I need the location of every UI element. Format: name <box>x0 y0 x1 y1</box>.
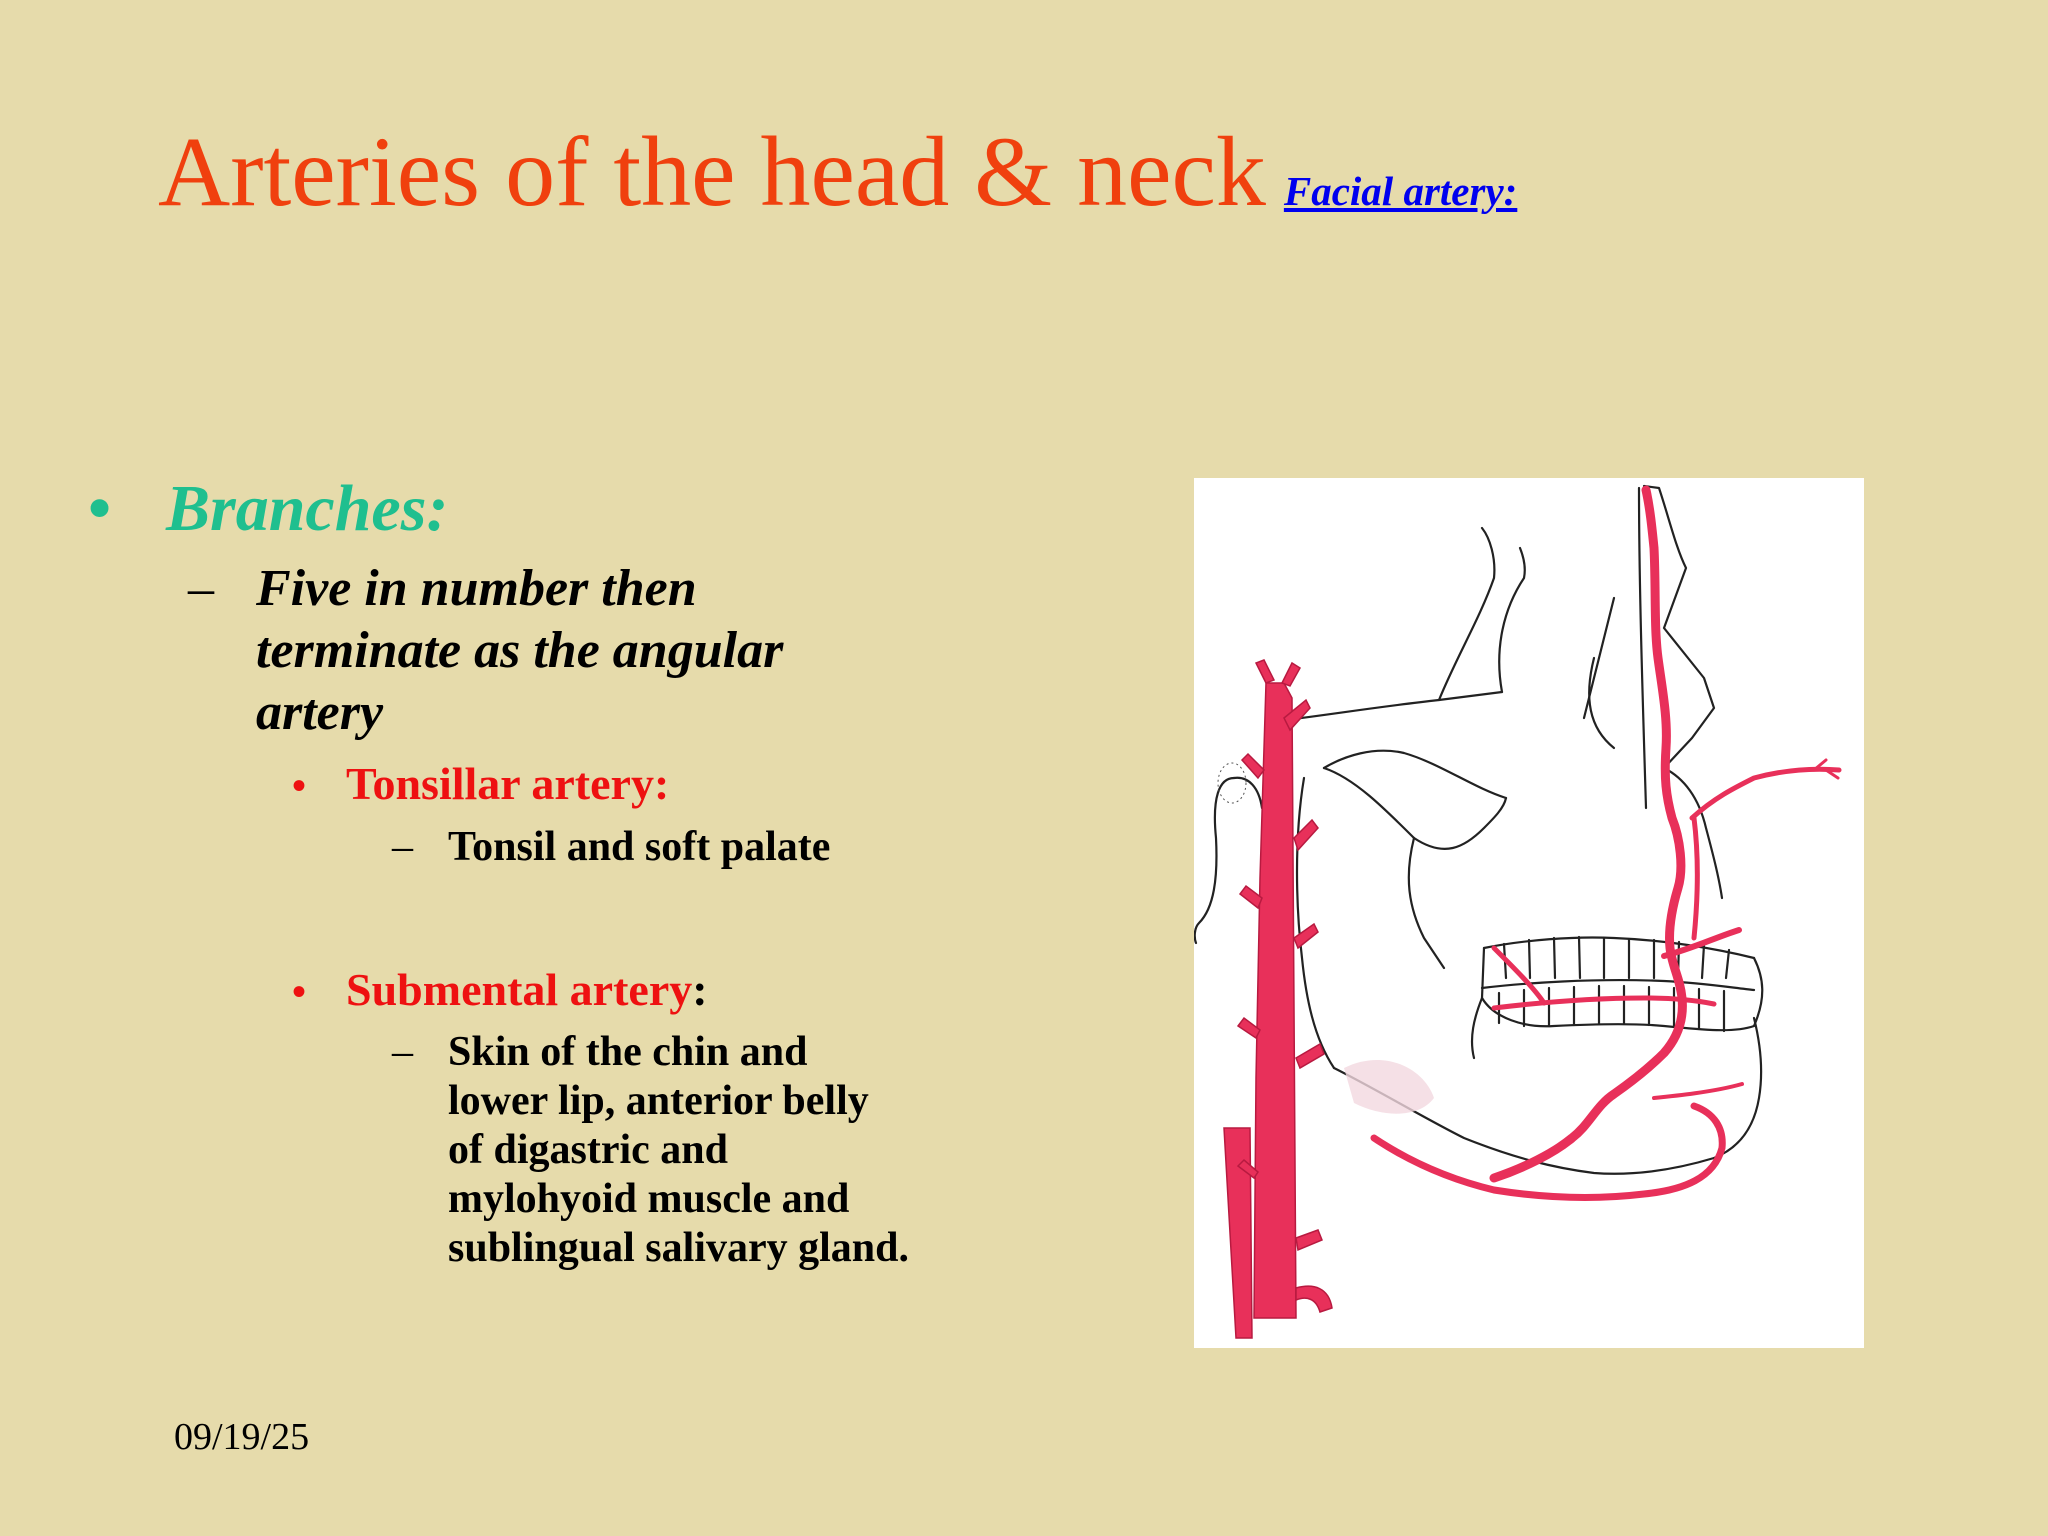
submental-description-item <box>392 1028 912 1273</box>
submental-colon: : <box>692 964 708 1015</box>
tonsillar-description-item <box>392 823 912 872</box>
tonsillar-artery-label: Tonsillar artery <box>346 758 654 809</box>
intro-text: Five in number then terminate as the angular artery <box>256 560 784 741</box>
tonsillar-colon: : <box>653 758 670 809</box>
intro-item <box>188 558 888 744</box>
facial-artery-course <box>1374 490 1839 1197</box>
title-text: Arteries of the head & neck <box>158 116 1266 227</box>
bullet-marker: • <box>292 763 307 808</box>
carotid-arteries <box>1224 660 1332 1338</box>
submental-artery-bullet <box>292 962 708 1020</box>
submental-description: Skin of the chin and lower lip, anterior belly of digastric and mylohyoid muscle and sublingual salivary gland. <box>448 1029 909 1271</box>
tonsillar-description: Tonsil and soft palate <box>448 824 831 870</box>
bullet-marker: • <box>292 969 307 1014</box>
facial-artery-link[interactable]: Facial artery: <box>1283 168 1518 214</box>
facial-artery-illustration <box>1194 478 1864 1348</box>
dash-marker: – <box>392 1029 413 1075</box>
dash-marker: – <box>188 560 214 617</box>
submental-artery-label: Submental artery <box>346 964 693 1015</box>
gland-patch <box>1344 1060 1434 1114</box>
slide-date: 09/19/25 <box>174 1416 310 1458</box>
dash-marker: – <box>392 824 413 870</box>
branches-bullet <box>88 465 448 553</box>
bullet-marker: • <box>88 472 112 545</box>
tonsillar-artery-bullet <box>292 756 669 814</box>
branches-heading: Branches: <box>166 472 449 545</box>
slide-title <box>158 112 1517 232</box>
